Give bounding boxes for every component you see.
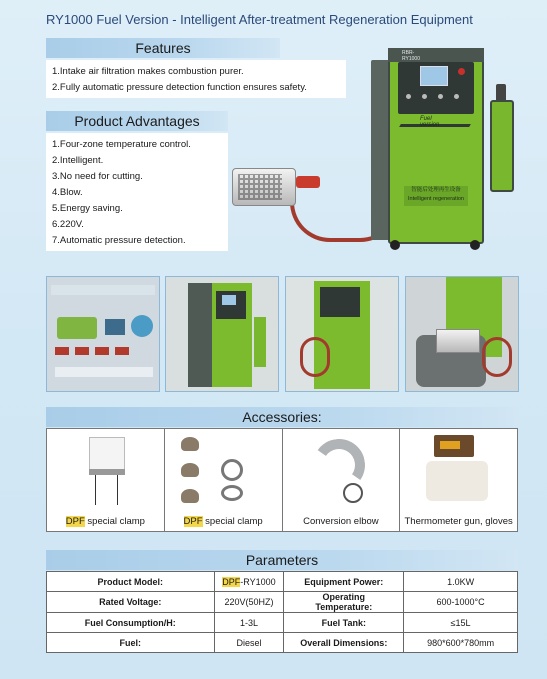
feature-item: 2.Fully automatic pressure detection function ensures safety. [52,82,307,93]
wheel-icon [390,240,400,250]
table-row: Fuel: Diesel Overall Dimensions: 980*600*780mm [47,633,518,653]
table-row: Rated Voltage: 220V(50HZ) Operating Temperature: 600-1000°C [47,592,518,613]
screen [420,66,448,86]
wheel-icon [470,240,480,250]
features-heading: Features [46,38,280,58]
accessories-heading: Accessories: [46,407,518,427]
features-list [46,60,346,98]
advantage-item: 7.Automatic pressure detection. [52,235,186,246]
advantage-item: 1.Four-zone temperature control. [52,139,191,150]
photo-machine-side [285,276,399,392]
advantage-item: 4.Blow. [52,187,83,198]
tank-shape [490,100,514,192]
advantages-list [46,133,228,251]
accessory-item [283,428,401,532]
advantages-heading: Product Advantages [46,111,228,131]
feature-item: 1.Intake air filtration makes combustion purer. [52,66,244,77]
machine-brand-label: Fuel version [420,116,440,128]
accessory-item [400,428,518,532]
parameters-table [46,571,518,653]
accessories-grid [46,428,518,532]
advantage-item: 6.220V. [52,219,84,230]
accessory-item: DPF special clamp [46,428,165,532]
parameters-heading: Parameters [46,550,518,570]
machine-top-text: RBR-RY1000 [402,50,420,62]
emergency-stop-icon [458,68,465,75]
accessory-label: Thermometer gun, gloves [404,516,513,527]
photo-machine-front [165,276,279,392]
table-row: Product Model: DPF-RY1000 Equipment Power: 1.0KW [47,572,518,592]
photo-control-screen [46,276,160,392]
advantage-item: 3.No need for cutting. [52,171,143,182]
advantage-item: 2.Intelligent. [52,155,104,166]
page-title: RY1000 Fuel Version - Intelligent After-treatment Regeneration Equipment [46,12,473,27]
advantage-item: 5.Energy saving. [52,203,123,214]
accessory-label: Conversion elbow [303,516,379,527]
photo-machine-in-use [405,276,519,392]
table-row: Fuel Consumption/H: 1-3L Fuel Tank: ≤15L [47,613,518,633]
accessory-item: DPF special clamp [165,428,283,532]
machine-plate: 智能后处理再生设备 Intelligent regeneration [404,186,468,206]
